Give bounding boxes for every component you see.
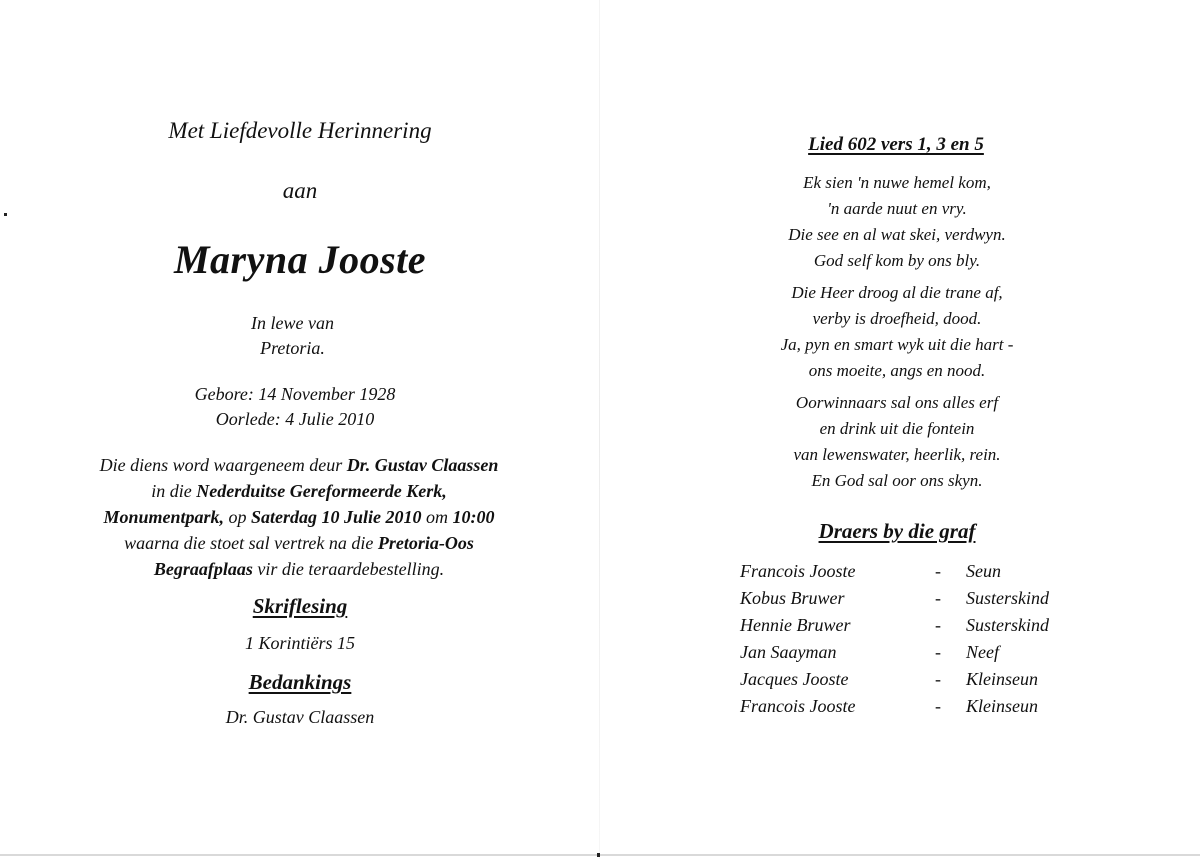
bearer-relation: Susterskind bbox=[966, 615, 1049, 635]
verse-line: Die see en al wat skei, verdwyn. bbox=[788, 225, 1006, 244]
verse-line: 'n aarde nuut en vry. bbox=[827, 199, 967, 218]
verse-2 bbox=[594, 280, 1200, 384]
bearer-name: Francois Jooste bbox=[740, 561, 856, 581]
bearer-dash: - bbox=[935, 642, 941, 662]
service-line-5: Begraafplaas vir die teraardebestelling. bbox=[153, 559, 445, 579]
thanks-title: Bedankings bbox=[248, 670, 352, 694]
list-item bbox=[740, 639, 1080, 666]
bearer-name: Kobus Bruwer bbox=[740, 588, 845, 608]
bearer-relation: Susterskind bbox=[966, 588, 1049, 608]
bearer-dash: - bbox=[935, 561, 941, 581]
bearer-relation: Seun bbox=[966, 561, 1001, 581]
list-item bbox=[740, 558, 1080, 585]
place-of-life: Pretoria. bbox=[260, 338, 325, 358]
bearer-dash: - bbox=[935, 696, 941, 716]
bearer-relation: Neef bbox=[966, 642, 999, 662]
verse-3 bbox=[594, 390, 1200, 494]
song-title: Lied 602 vers 1, 3 en 5 bbox=[808, 134, 984, 155]
service-line-3: Monumentpark, op Saterdag 10 Julie 2010 om 10:00 bbox=[103, 507, 495, 527]
bottom-edge bbox=[0, 854, 1200, 856]
service-line-4: waarna die stoet sal vertrek na die Pretoria-Oos bbox=[124, 533, 474, 553]
verse-line: Ja, pyn en smart wyk uit die hart - bbox=[780, 335, 1014, 354]
deceased-name: Maryna Jooste bbox=[173, 237, 427, 282]
bearer-name: Jan Saayman bbox=[740, 642, 837, 662]
right-page bbox=[600, 0, 1200, 859]
service-line-1: Die diens word waargeneem deur Dr. Gustav Claassen bbox=[99, 455, 499, 475]
scan-mark bbox=[597, 853, 600, 857]
thanks-text: Dr. Gustav Claassen bbox=[225, 707, 375, 727]
service-details bbox=[0, 452, 600, 582]
list-item bbox=[740, 666, 1080, 693]
bearer-relation: Kleinseun bbox=[966, 696, 1038, 716]
bearer-name: Jacques Jooste bbox=[740, 669, 849, 689]
scan-mark bbox=[4, 213, 7, 216]
verse-line: Ek sien 'n nuwe hemel kom, bbox=[803, 173, 991, 192]
verse-line: van lewenswater, heerlik, rein. bbox=[793, 445, 1001, 464]
reading-text: 1 Korintiërs 15 bbox=[244, 633, 355, 653]
verse-line: ons moeite, angs en nood. bbox=[808, 361, 986, 380]
bearer-relation: Kleinseun bbox=[966, 669, 1038, 689]
verse-line: En God sal oor ons skyn. bbox=[811, 471, 983, 490]
verse-line: Oorwinnaars sal ons alles erf bbox=[795, 393, 999, 412]
verse-line: verby is droefheid, dood. bbox=[812, 309, 982, 328]
bearers-list bbox=[740, 558, 1080, 720]
death-date: Oorlede: 4 Julie 2010 bbox=[215, 409, 375, 429]
birth-date: Gebore: 14 November 1928 bbox=[194, 384, 396, 404]
in-lewe-van: In lewe van bbox=[251, 313, 334, 333]
bearer-name: Francois Jooste bbox=[740, 696, 856, 716]
verse-line: God self kom by ons bly. bbox=[813, 251, 981, 270]
reading-title: Skriflesing bbox=[252, 594, 348, 618]
memorial-heading: Met Liefdevolle Herinnering bbox=[168, 118, 432, 143]
bearer-dash: - bbox=[935, 669, 941, 689]
aan-text: aan bbox=[282, 178, 318, 203]
verse-line: en drink uit die fontein bbox=[819, 419, 975, 438]
bearer-dash: - bbox=[935, 588, 941, 608]
verse-1 bbox=[594, 170, 1200, 274]
list-item bbox=[740, 612, 1080, 639]
list-item bbox=[740, 585, 1080, 612]
service-line-2: in die Nederduitse Gereformeerde Kerk, bbox=[151, 481, 447, 501]
bearer-name: Hennie Bruwer bbox=[740, 615, 851, 635]
bearer-dash: - bbox=[935, 615, 941, 635]
list-item bbox=[740, 693, 1080, 720]
verse-line: Die Heer droog al die trane af, bbox=[791, 283, 1003, 302]
bearers-title: Draers by die graf bbox=[818, 519, 976, 543]
